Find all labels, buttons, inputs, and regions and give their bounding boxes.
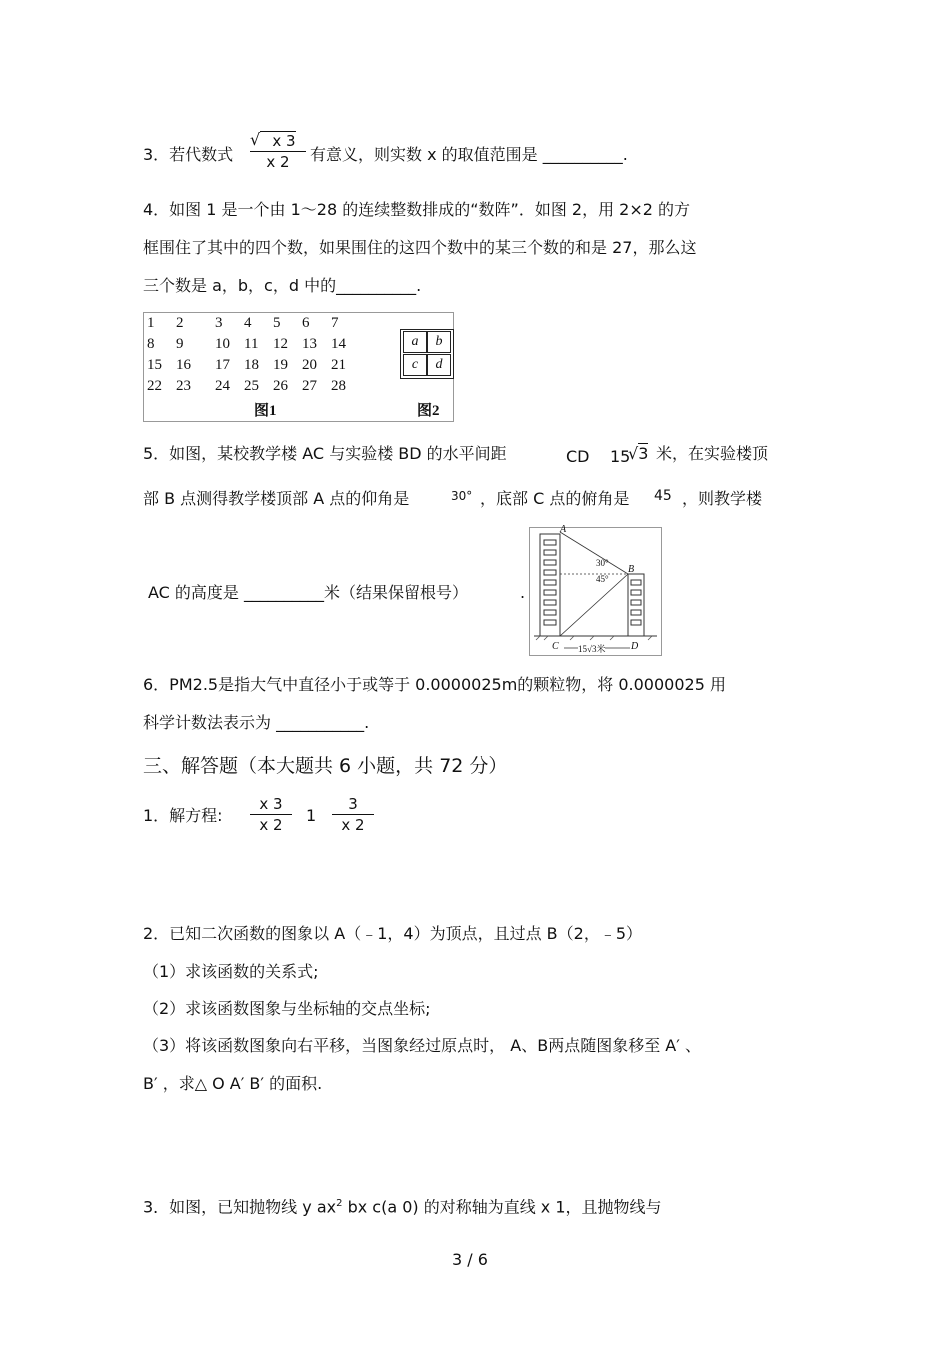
grid-cell: 1 [147, 315, 155, 331]
figure1-caption: 图1 [254, 403, 277, 419]
grid-cell: 14 [331, 336, 346, 352]
label-distance: 15√3米 [578, 644, 606, 654]
grid-cell: 17 [215, 357, 230, 373]
grid-cell: 5 [273, 315, 281, 331]
grid-cell: 16 [176, 357, 191, 373]
grid-cell: 13 [302, 336, 317, 352]
s2-part2: （2）求该函数图象与坐标轴的交点坐标; [143, 999, 431, 1018]
s1-fraction1-denominator: x 2 [259, 816, 283, 834]
q5-line2a: 部 B 点测得教学楼顶部 A 点的仰角是 [143, 489, 410, 508]
fraction-bar [250, 814, 292, 815]
q4-line3: 三个数是 a，b，c，d 中的__________. [143, 276, 422, 295]
label-30deg: 30° [596, 558, 609, 568]
grid-cell: 12 [273, 336, 288, 352]
s3-line1 [143, 1194, 662, 1217]
s1-fraction2 [332, 795, 374, 834]
cell-a: a [403, 331, 427, 353]
q5-line2c: ，则教学楼 [682, 489, 763, 508]
page-number: 3 / 6 [452, 1250, 488, 1269]
grid-cell: 8 [147, 336, 155, 352]
cell-b: b [427, 331, 451, 353]
q5-line3: AC 的高度是 __________米（结果保留根号） [148, 583, 469, 602]
grid-cell: 26 [273, 378, 288, 394]
q6-line2: 科学计数法表示为 ___________. [143, 713, 370, 732]
s2-part4: B′ ，求△ O A′ B′ 的面积. [143, 1074, 323, 1093]
figure2-box [400, 329, 454, 379]
s3-line1b: bx c(a 0) 的对称轴为直线 x 1，且抛物线与 [342, 1197, 662, 1217]
label-a: A [560, 524, 567, 535]
q5-line2b: ，底部 C 点的俯角是 [480, 489, 630, 508]
q3-fraction-numerator [250, 132, 306, 150]
q5-root: 3 [638, 444, 649, 463]
grid-cell: 7 [331, 315, 339, 331]
label-45deg: 45° [596, 574, 609, 584]
s1-mid: 1 [306, 806, 317, 825]
s1-fraction2-numerator: 3 [348, 795, 358, 813]
q4-line1: 4．如图 1 是一个由 1～28 的连续整数排成的“数阵”．如图 2，用 2×2 的方 [143, 200, 691, 219]
s2-part3: （3）将该函数图象向右平移，当图象经过原点时， A、B两点随图象移至 A′ 、 [143, 1036, 701, 1055]
grid-cell: 10 [215, 336, 230, 352]
sqrt-icon: √ [628, 444, 639, 463]
grid-cell: 21 [331, 357, 346, 373]
s2-line1: 2．已知二次函数的图象以 A（﹣1，4）为顶点，且过点 B（2，﹣5） [143, 924, 642, 943]
q5-num: 15 [610, 447, 631, 466]
q6-line1: 6．PM2.5是指大气中直径小于或等于 0.0000025m的颗粒物，将 0.0000025 用 [143, 675, 726, 694]
fraction-bar [332, 814, 374, 815]
section-heading: 三、解答题（本大题共 6 小题，共 72 分） [143, 755, 508, 777]
q3-fraction [250, 132, 306, 171]
q5-dot: . [520, 583, 526, 602]
grid-cell: 23 [176, 378, 191, 394]
figure-number-grid [143, 312, 454, 422]
building-diagram-svg [530, 528, 661, 655]
q5-line1a: 5．如图，某校教学楼 AC 与实验楼 BD 的水平间距 [143, 444, 507, 463]
q5-cd: CD [566, 447, 590, 466]
grid-cell: 2 [176, 315, 184, 331]
q3-fraction-denominator: x 2 [266, 153, 290, 171]
q5-angle1: 30° [451, 489, 473, 503]
grid-cell: 22 [147, 378, 162, 394]
q3-suffix: 有意义，则实数 x 的取值范围是 __________. [310, 145, 628, 164]
grid-cell: 4 [244, 315, 252, 331]
q5-line1b: 米，在实验楼顶 [656, 444, 769, 463]
s1-fraction2-denominator: x 2 [341, 816, 365, 834]
grid-cell: 3 [215, 315, 223, 331]
grid-cell: 27 [302, 378, 317, 394]
grid-cell: 18 [244, 357, 259, 373]
grid-cell: 25 [244, 378, 259, 394]
grid-cell: 28 [331, 378, 346, 394]
grid-cell: 11 [244, 336, 259, 352]
figure2-caption: 图2 [417, 403, 440, 419]
label-d: D [631, 641, 639, 652]
grid-cell: 20 [302, 357, 317, 373]
grid-cell: 19 [273, 357, 288, 373]
grid-cell: 9 [176, 336, 184, 352]
s1-fraction1-numerator: x 3 [259, 795, 283, 813]
grid-cell: 6 [302, 315, 310, 331]
grid-cell: 24 [215, 378, 230, 394]
s1-fraction1 [250, 795, 292, 834]
sqrt-icon: √ [250, 130, 261, 149]
label-b: B [628, 564, 635, 575]
s3-sup: 2 [336, 1198, 343, 1209]
cell-d: d [427, 354, 451, 376]
q3-numerator-text: x 3 [260, 131, 295, 150]
q5-angle2: 45 [654, 488, 672, 504]
q5-sqrt [628, 444, 648, 464]
cell-c: c [403, 354, 427, 376]
q3-prefix: 3．若代数式 [143, 145, 234, 164]
q4-line2: 框围住了其中的四个数，如果围住的这四个数中的某三个数的和是 27，那么这 [143, 238, 697, 257]
building-diagram [529, 524, 662, 656]
label-c: C [552, 641, 559, 652]
s3-line1a: 3．如图，已知抛物线 y ax [143, 1197, 337, 1217]
s1-label: 1．解方程: [143, 806, 223, 825]
grid-cell: 15 [147, 357, 162, 373]
fraction-bar [250, 151, 306, 152]
s2-part1: （1）求该函数的关系式; [143, 962, 319, 981]
